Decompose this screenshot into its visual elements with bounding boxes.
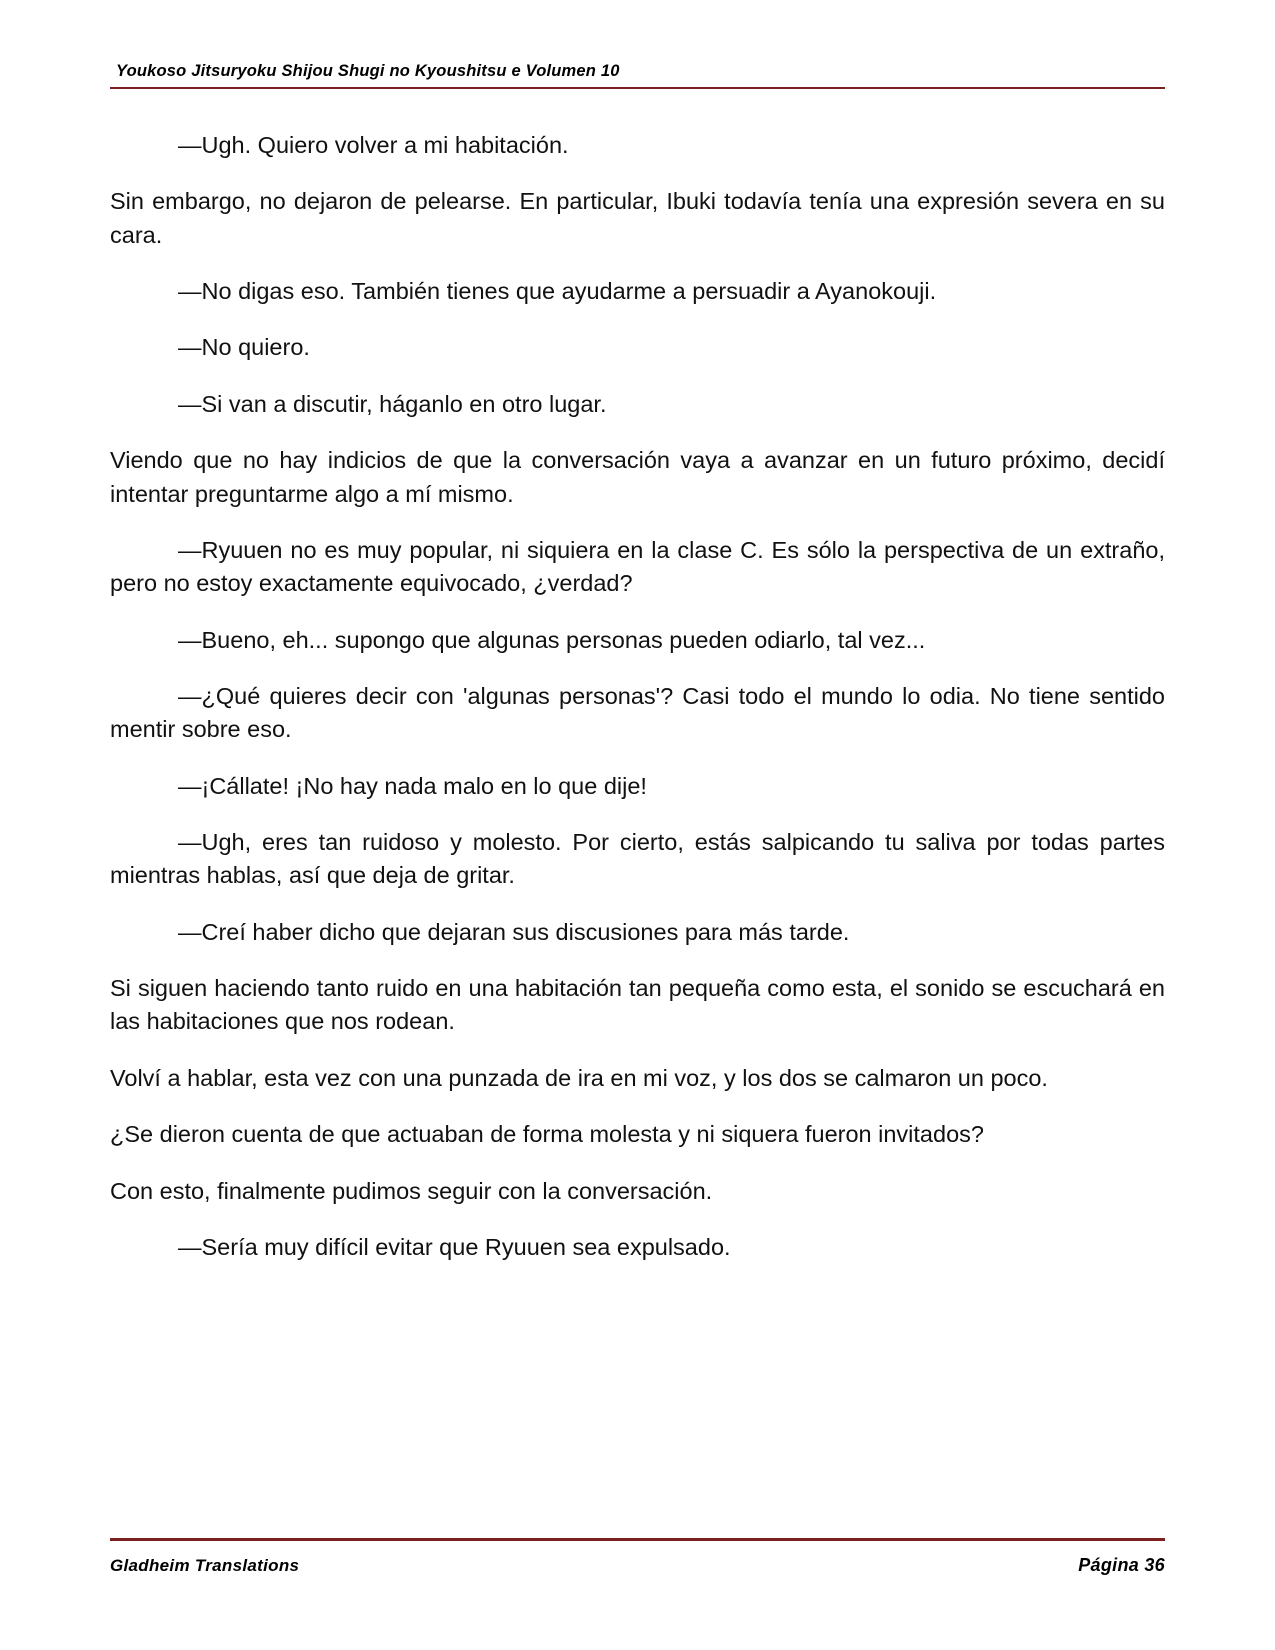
paragraph: —Bueno, eh... supongo que algunas personas pueden odiarlo, tal vez...	[178, 626, 926, 653]
footer-credit: Gladheim Translations	[110, 1556, 300, 1575]
paragraph: —¿Qué quieres decir con 'algunas personas'? Casi todo el mundo lo odia. No tiene sentido mentir sobre eso.	[110, 682, 1165, 743]
page-footer	[110, 1538, 1165, 1576]
paragraph: Viendo que no hay indicios de que la conversación vaya a avanzar en un futuro próximo, decidí intentar preguntarme algo a mí mismo.	[110, 447, 1165, 507]
paragraph: —Ugh, eres tan ruidoso y molesto. Por cierto, estás salpicando tu saliva por todas partes mientras hablas, así que deja de gritar.	[110, 829, 1165, 889]
header-divider	[110, 87, 1165, 89]
paragraph: Sin embargo, no dejaron de pelearse. En particular, Ibuki todavía tenía una expresión severa en su cara.	[110, 188, 1165, 248]
paragraph: ¿Se dieron cuenta de que actuaban de forma molesta y ni siquera fueron invitados?	[110, 1121, 984, 1148]
paragraph: Volví a hablar, esta vez con una punzada de ira en mi voz, y los dos se calmaron un poco.	[110, 1064, 1048, 1091]
paragraph: Si siguen haciendo tanto ruido en una habitación tan pequeña como esta, el sonido se escuchará en las habitaciones que nos rodean.	[110, 975, 1165, 1035]
paragraph: —Ugh. Quiero volver a mi habitación.	[178, 132, 569, 158]
paragraph: —Creí haber dicho que dejaran sus discusiones para más tarde.	[178, 918, 850, 945]
document-body	[110, 129, 1165, 1264]
paragraph: —¡Cállate! ¡No hay nada malo en lo que dije!	[178, 772, 647, 799]
footer-divider	[110, 1538, 1165, 1541]
paragraph: —No quiero.	[178, 334, 310, 361]
paragraph: Con esto, finalmente pudimos seguir con la conversación.	[110, 1177, 713, 1204]
paragraph: —No digas eso. También tienes que ayudarme a persuadir a Ayanokouji.	[178, 278, 937, 305]
page-header-title: Youkoso Jitsuryoku Shijou Shugi no Kyoushitsu e Volumen 10	[116, 62, 620, 80]
paragraph: —Sería muy difícil evitar que Ryuuen sea expulsado.	[178, 1233, 731, 1260]
paragraph: —Ryuuen no es muy popular, ni siquiera en la clase C. Es sólo la perspectiva de un extraño, pero no estoy exactamente equivocado, ¿verdad?	[110, 536, 1165, 597]
page-number: Página 36	[1078, 1555, 1165, 1575]
paragraph: —Si van a discutir, háganlo en otro lugar.	[178, 390, 607, 417]
